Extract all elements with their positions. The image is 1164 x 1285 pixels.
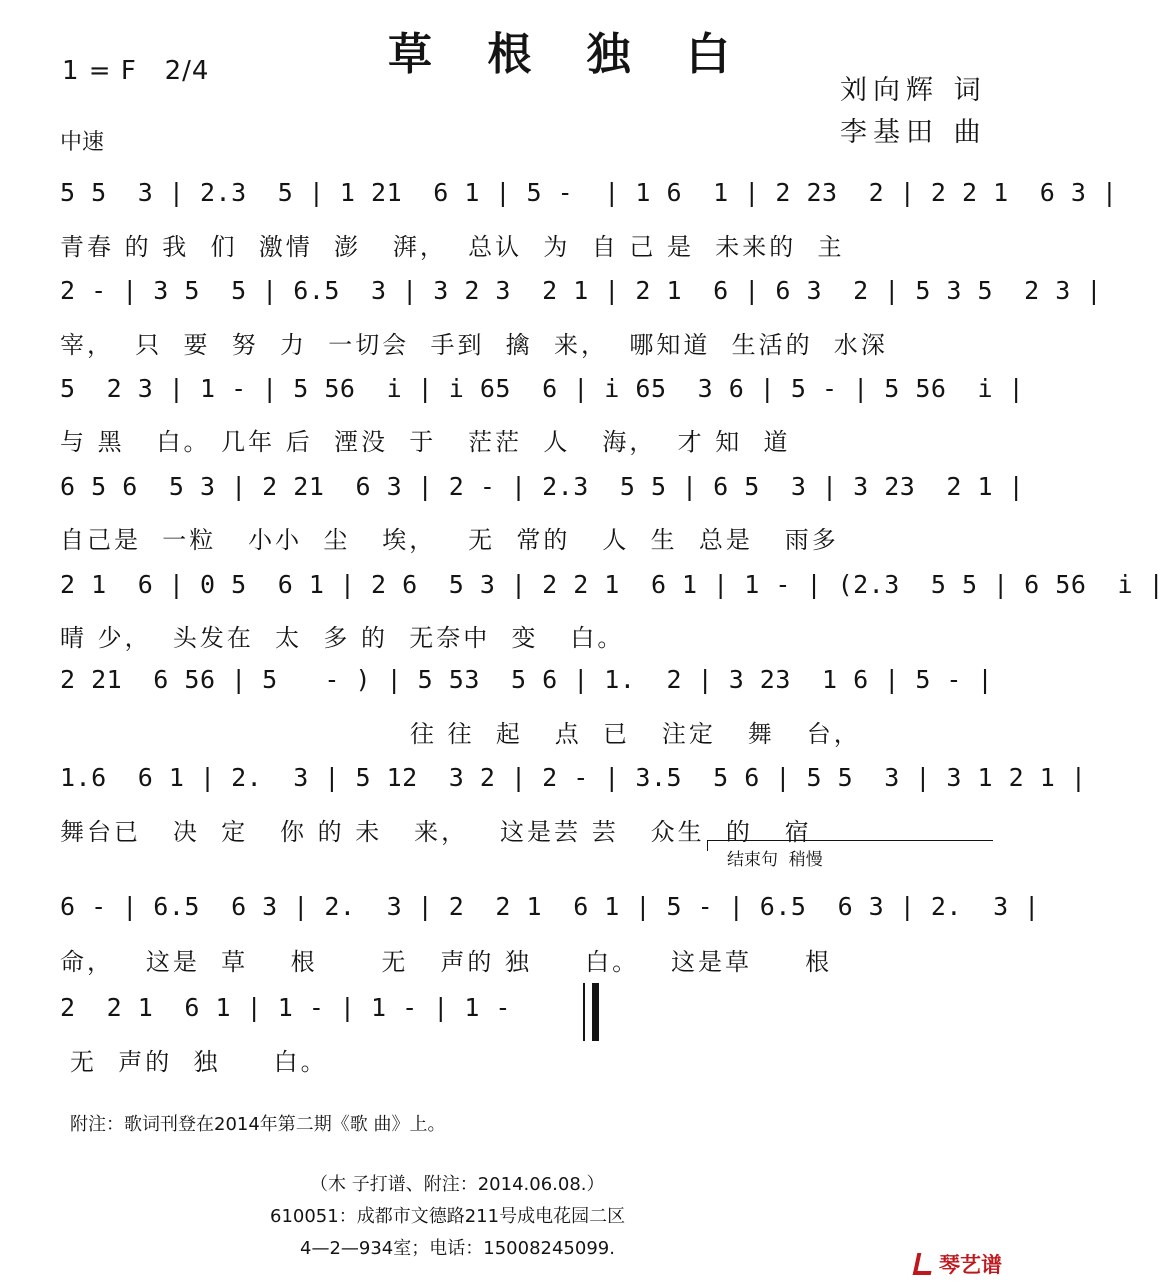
- lyric-line-7: 舞台已 决 定 你 的 未 来， 这是芸 芸 众生 的 宿: [60, 818, 812, 846]
- annotation-note: 附注：歌词刊登在2014年第二期《歌 曲》上。: [70, 1114, 446, 1135]
- watermark-logo: [915, 1250, 1002, 1278]
- notation-line-4: 6 5 6 5 3 | 2 21 6 3 | 2 - | 2.3 5 5 | 6 5 3 | 3 23 2 1 |: [60, 472, 1025, 501]
- lyricist-credit: 刘向辉 词: [840, 75, 987, 106]
- logo-icon: [913, 1253, 936, 1275]
- key-signature: 1 = F 2/4: [62, 56, 210, 86]
- notation-line-2: 2 - | 3 5 5 | 6.5 3 | 3 2 3 2 1 | 2 1 6 | 6 3 2 | 5 3 5 2 3 |: [60, 276, 1102, 305]
- composer-credit: 李基田 曲: [840, 117, 987, 148]
- tempo-marking: 中速: [60, 130, 105, 155]
- lyric-line-9: 无 声的 独 白。: [70, 1048, 328, 1076]
- notation-line-3: 5 2 3 | 1 - | 5 56 i | i 65 6 | i 65 3 6 | 5 - | 5 56 i |: [60, 374, 1025, 403]
- footer-credit: （木 子打谱、附注：2014.06.08.）: [310, 1174, 605, 1195]
- notation-line-8: 6 - | 6.5 6 3 | 2. 3 | 2 2 1 6 1 | 5 - | 6.5 6 3 | 2. 3 |: [60, 892, 1040, 921]
- lyric-line-5: 晴 少， 头发在 太 多 的 无奈中 变 白。: [60, 624, 625, 652]
- final-barline-thick: [592, 983, 599, 1041]
- notation-line-5: 2 1 6 | 0 5 6 1 | 2 6 5 3 | 2 2 1 6 1 | 1 - | (2.3 5 5 | 6 56 i |: [60, 570, 1164, 599]
- final-barline-thin: [583, 983, 585, 1041]
- lyric-line-6: 往 往 起 点 已 注定 舞 台，: [410, 720, 861, 748]
- notation-line-9: 2 2 1 6 1 | 1 - | 1 - | 1 -: [60, 993, 511, 1022]
- notation-line-7: 1.6 6 1 | 2. 3 | 5 12 3 2 | 2 - | 3.5 5 6 | 5 5 3 | 3 1 2 1 |: [60, 763, 1087, 792]
- lyric-line-3: 与 黑 白。 几年 后 湮没 于 茫茫 人 海， 才 知 道: [60, 428, 791, 456]
- lyric-line-4: 自己是 一粒 小小 尘 埃， 无 常的 人 生 总是 雨多: [60, 526, 839, 554]
- notation-line-6: 2 21 6 56 | 5 - ) | 5 53 5 6 | 1. 2 | 3 23 1 6 | 5 - |: [60, 665, 994, 694]
- lyric-line-8: 命， 这是 草 根 无 声的 独 白。 这是草 根: [60, 948, 833, 976]
- footer-address: 610051：成都市文德路211号成电花园二区: [270, 1206, 626, 1227]
- song-title: 草 根 独 白: [388, 29, 750, 80]
- footer-contact: 4—2—934室；电话：15008245099.: [300, 1238, 615, 1259]
- lyric-line-2: 宰， 只 要 努 力 一切会 手到 擒 来， 哪知道 生活的 水深: [60, 331, 888, 359]
- performance-note: 结束句 稍慢: [727, 850, 823, 870]
- watermark-text: 琴艺谱: [939, 1253, 1002, 1277]
- lyric-line-1: 青春 的 我 们 激情 澎 湃， 总认 为 自 己 是 未来的 主: [60, 233, 845, 261]
- notation-line-1: 5 5 3 | 2.3 5 | 1 21 6 1 | 5 - | 1 6 1 | 2 23 2 | 2 2 1 6 3 |: [60, 178, 1118, 207]
